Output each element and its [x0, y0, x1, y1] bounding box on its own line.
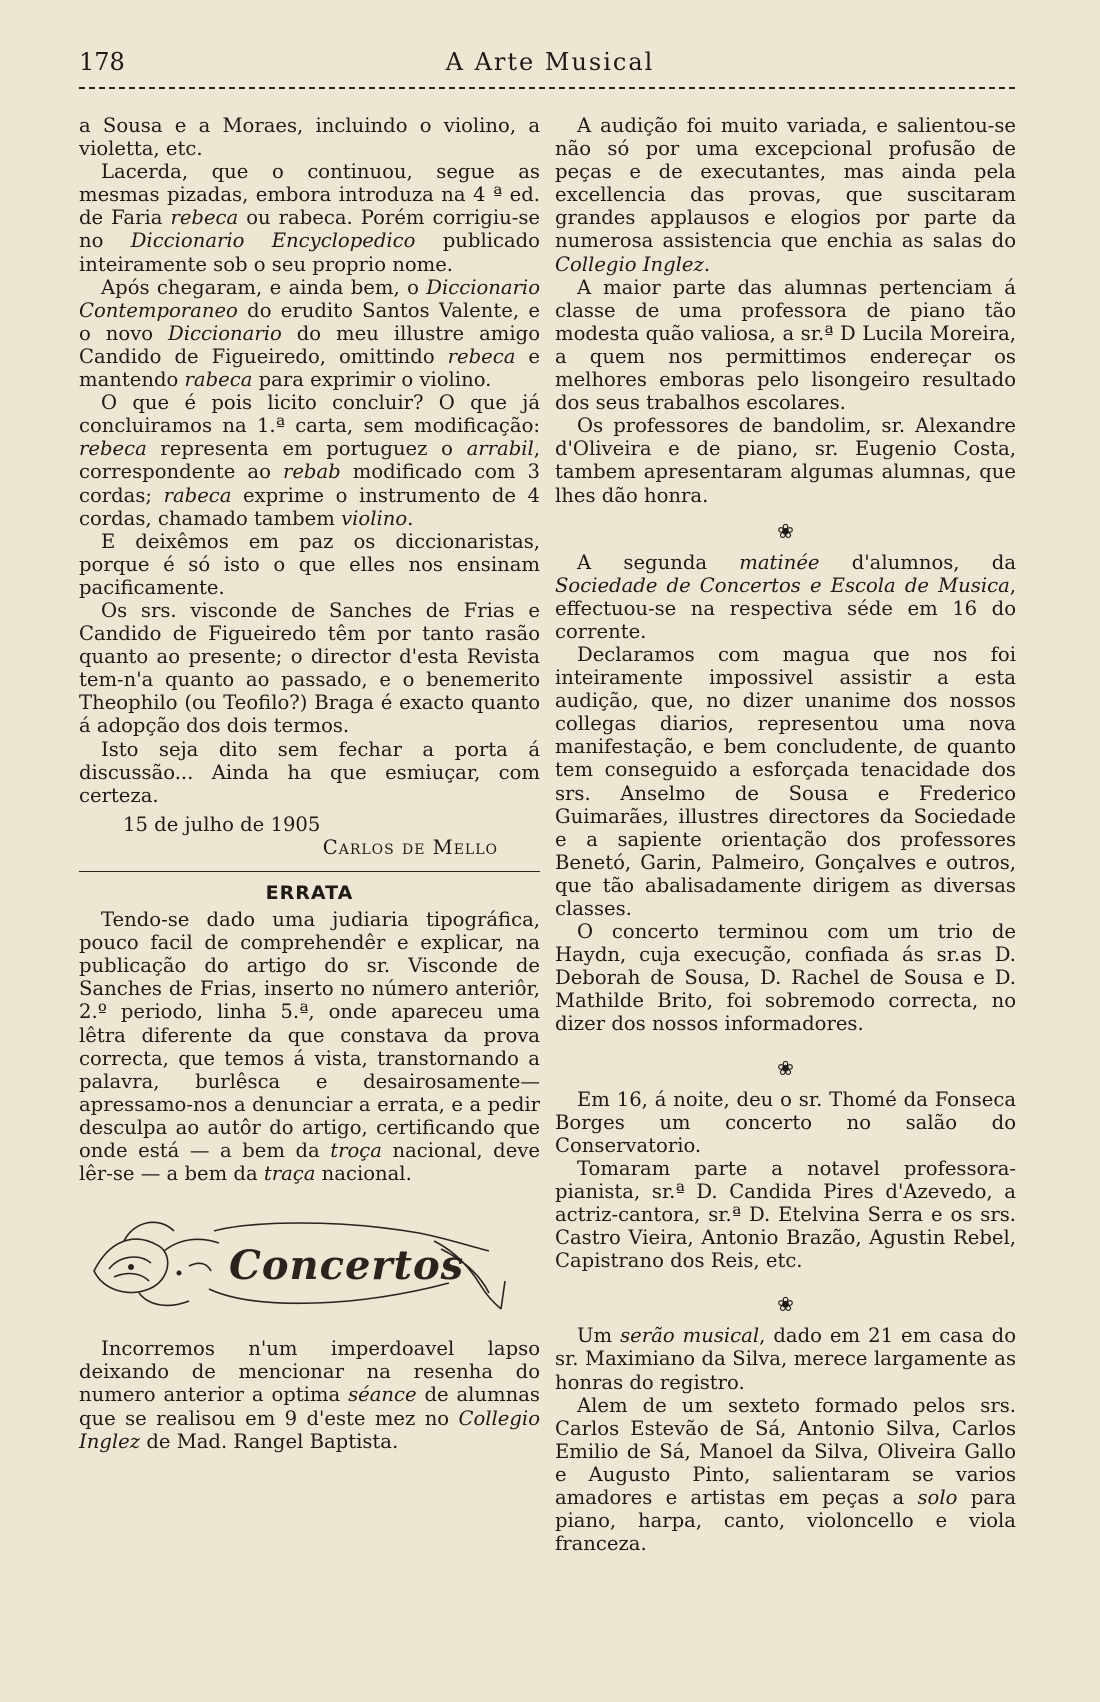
dateline: 15 de julho de 1905: [123, 812, 321, 836]
paragraph: Em 16, á noite, deu o sr. Thomé da Fonseca Borges um concerto no salão do Conservatorio.: [555, 1087, 1016, 1157]
running-title: A Arte Musical: [445, 48, 655, 76]
left-column: [79, 114, 540, 1453]
paragraph: Lacerda, que o continuou, segue as mesmas pizadas, embora introduza na 4 ª ed. de Faria rebeca ou rabeca. Porém corrigiu-se no Diccionario Encyclopedico publicado inteiramente sob o seu proprio nome.: [79, 160, 540, 276]
paragraph: Alem de um sexteto formado pelos srs. Carlos Estevão de Sá, Antonio Silva, Carlos Emilio de Sá, Manoel da Silva, Oliveira Gallo e Augusto Pinto, salientaram se varios amadores e artistas em peças a solo para piano, harpa, canto, violoncello e viola franceza.: [555, 1393, 1016, 1556]
fleuron-icon: ❀: [777, 1292, 794, 1317]
paragraph: A segunda matinée d'alumnos, da Sociedade de Concertos e Escola de Musica, effectuou-se na respectiva séde em 16 do corrente.: [555, 550, 1016, 643]
paragraph: Após chegaram, e ainda bem, o Diccionario Contemporaneo do erudito Santos Valente, e o novo Diccionario do meu illustre amigo Candido de Figueiredo, omittindo rebeca e mantendo rabeca para exprimir o violino.: [79, 275, 540, 392]
paragraph: Isto seja dito sem fechar a porta á discussão... Ainda ha que esmiuçar, com certeza.: [79, 737, 540, 807]
paragraph: Incorremos n'um imperdoavel lapso deixando de mencionar na resenha do numero anterior a optima séance de alumnas que se realisou em 9 d'este mez no Collegio Inglez de Mad. Rangel Baptista.: [79, 1337, 540, 1453]
page-number: 178: [79, 48, 125, 76]
concertos-banner: [89, 1211, 529, 1315]
paragraph: a Sousa e a Moraes, incluindo o violino, a violetta, etc.: [79, 114, 540, 161]
paragraph: Os professores de bandolim, sr. Alexandre d'Oliveira e de piano, sr. Eugenio Costa, tambem apresentaram algumas alumnas, que lhes dão honra.: [555, 414, 1016, 507]
fleuron-icon: ❀: [777, 518, 794, 543]
paragraph: E deixêmos em paz os diccionaristas, porque é só isto o que elles nos ensinam pacificamente.: [79, 529, 540, 599]
errata-paragraph: Tendo-se dado uma judiaria tipográfica, pouco facil de comprehendêr e explicar, na publicação do artigo do sr. Visconde de Sanches de Frias, inserto no número anteriôr, 2.º periodo, linha 5.ª, onde apareceu uma lêtra diferente da que constava da prova correcta, que temos á vista, transtornando a palavra, burlêsca e desairosamente—apressamo-nos a denunciar a errata, e a pedir desculpa ao autôr do artigo, certificando que onde está — a bem da troça nacional, deve lêr-se — a bem da traça nacional.: [79, 908, 540, 1186]
paragraph: O que é pois licito concluir? O que já concluiramos na 1.ª carta, sem modificação: rebeca representa em portuguez o arrabil, correspondente ao rebab modificado com 3 cordas; rabeca exprime o instrumento de 4 cordas, chamado tambem violino.: [79, 391, 541, 530]
paragraph: O concerto terminou com um trio de Haydn, cuja execução, confiada ás sr.as D. Deborah de Sousa, D. Rachel de Sousa e D. Mathilde Brito, foi sobremodo correcta, no dizer dos nossos informadores.: [555, 920, 1016, 1036]
paragraph: A maior parte das alumnas pertenciam á classe de uma professora de piano tão modesta quão valiosa, a sr.ª D Lucila Moreira, a quem nos permittimos endereçar os melhores emboras pelo lisongeiro resultado dos seus trabalhos escolares.: [555, 275, 1016, 415]
paragraph: Um serão musical, dado em 21 em casa do sr. Maximiano da Silva, merece largamente as honras do registro.: [555, 1324, 1017, 1394]
right-column: [555, 114, 1016, 1555]
paragraph: Declaramos com magua que nos foi inteiramente impossivel assistir a esta audição, que, no dizer unanime dos nossos collegas diarios, representou uma nova manifestação, e bem concludente, de quanto tem conseguido a esforçada tenacidade dos srs. Anselmo de Sousa e Frederico Guimarães, illustres directores da Sociedade e a sapiente orientação dos professores Benetó, Garin, Palmeiro, Gonçalves e outros, que tão abalisadamente dirigem as diversas classes.: [555, 642, 1016, 920]
errata-title: ERRATA: [265, 882, 354, 904]
banner-title: Concertos: [229, 1242, 465, 1290]
paragraph: A audição foi muito variada, e salientou-se não só por uma excepcional profusão de peças e de executantes, mas ainda pela excellencia das provas, que suscitaram grandes applausos e elogios por parte da numerosa assistencia que enchia as salas do Collegio Inglez.: [555, 114, 1016, 276]
header-rule: [79, 87, 1015, 89]
section-rule: [79, 871, 540, 872]
fleuron-icon: ❀: [777, 1055, 794, 1080]
signature: Carlos de Mello: [322, 835, 498, 859]
paragraph: Os srs. visconde de Sanches de Frias e Candido de Figueiredo têm por tanto rasão quanto ao presente; o director d'esta Revista tem-n'a quanto ao passado, e o benemerito Theophilo (ou Teofilo?) Braga é exacto quanto á adopção dos dois termos.: [79, 598, 540, 738]
paragraph: Tomaram parte a notavel professora-pianista, sr.ª D. Candida Pires d'Azevedo, a actriz-cantora, sr.ª D. Etelvina Serra e os srs. Castro Vieira, Antonio Brazão, Agustin Rebel, Capistrano dos Reis, etc.: [555, 1156, 1016, 1273]
